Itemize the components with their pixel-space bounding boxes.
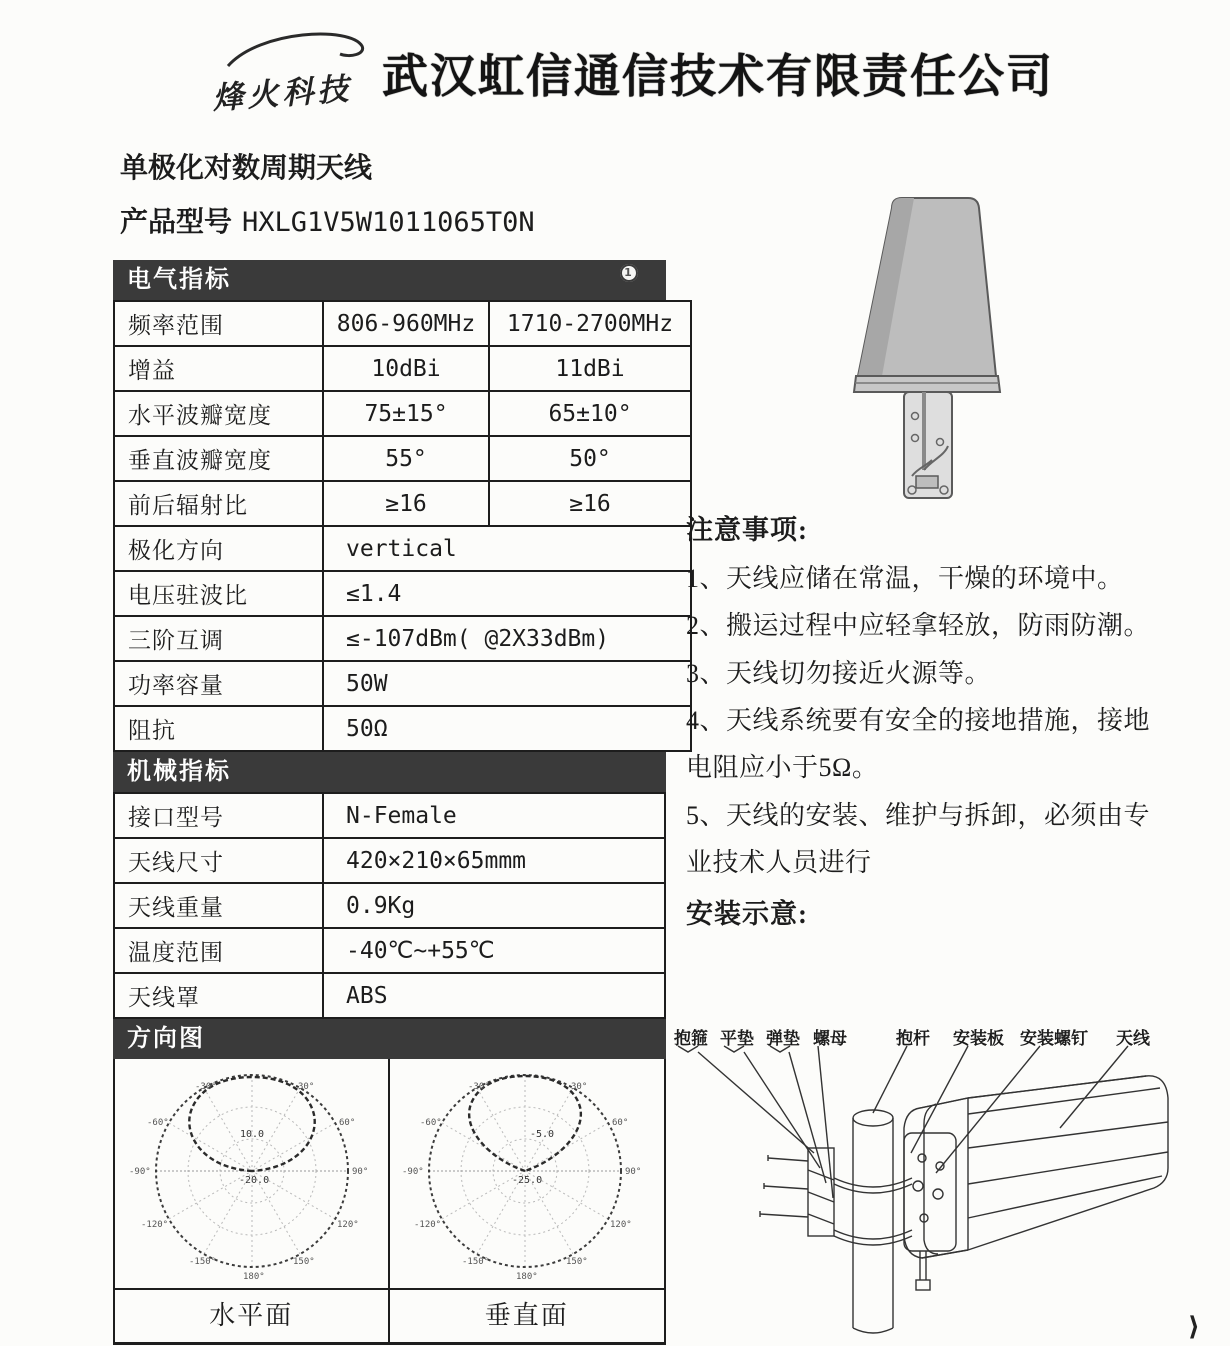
mechanical-spec-table [113, 792, 666, 1019]
spec-value-band1: 806-960MHz [323, 301, 489, 346]
spec-value-band1: 10dBi [323, 346, 489, 391]
notes-section [686, 508, 1226, 931]
company-logo [200, 28, 385, 123]
spec-value: ≤-107dBm( @2X33dBm) [323, 616, 691, 661]
angle-tick: -120° [141, 1220, 169, 1230]
radial-tick: 10.0 [240, 1129, 265, 1140]
table-row [114, 883, 665, 928]
part-label-spring-washer: 弹垫 [766, 1029, 800, 1048]
angle-tick: 60° [339, 1118, 356, 1128]
angle-tick: -60° [419, 1118, 442, 1128]
installation-line-art [668, 1018, 1230, 1344]
note-item: 3、天线切勿接近火源等。 [686, 658, 992, 688]
install-title: 安装示意: [686, 899, 808, 930]
vertical-plane-caption: 垂直面 [484, 1301, 569, 1330]
spec-label: 天线尺寸 [114, 838, 323, 883]
angle-tick: 60° [611, 1118, 628, 1128]
angle-tick: 90° [624, 1167, 641, 1177]
pattern-captions [113, 1288, 666, 1345]
table-row [114, 661, 691, 706]
angle-tick: -90° [129, 1167, 151, 1177]
spec-value: -40℃~+55℃ [323, 928, 665, 973]
part-label-nut: 螺母 [813, 1029, 847, 1048]
spec-value: ≤1.4 [323, 571, 691, 616]
note-item: 5、天线的安装、维护与拆卸，必须由专业技术人员进行 [686, 800, 1151, 877]
spec-label: 极化方向 [114, 526, 323, 571]
pattern-section-title: 方向图 [127, 1026, 205, 1052]
angle-tick: 180° [515, 1272, 538, 1282]
spec-label: 天线罩 [114, 973, 323, 1018]
table-row [114, 973, 665, 1018]
angle-tick: 180° [243, 1272, 265, 1282]
notes-title: 注意事项: [686, 515, 808, 545]
table-row [114, 526, 691, 571]
spec-value-band2: ≥16 [489, 481, 691, 526]
spec-label: 温度范围 [114, 928, 323, 973]
spec-value: vertical [323, 526, 691, 571]
spec-value: 50Ω [323, 706, 691, 751]
vertical-pattern-plot [390, 1059, 665, 1288]
angle-tick: -120° [413, 1220, 441, 1230]
part-label-mount-plate: 安装板 [953, 1029, 1004, 1048]
part-label-pole: 抱杆 [896, 1029, 930, 1048]
table-row [114, 346, 691, 391]
table-row [114, 481, 691, 526]
installation-diagram [668, 1018, 1230, 1344]
table-row [114, 616, 691, 661]
spec-label: 垂直波瓣宽度 [114, 436, 323, 481]
horizontal-polar-chart [115, 1059, 389, 1283]
table-row [114, 436, 691, 481]
note-item: 1、天线应储在常温，干燥的环境中。 [686, 564, 1124, 593]
angle-tick: 150° [565, 1257, 588, 1267]
spec-tables [113, 260, 674, 1345]
spec-value: N-Female [323, 793, 665, 838]
table-row [114, 793, 665, 838]
spec-value-band1: ≥16 [323, 481, 489, 526]
spec-value-band2: 11dBi [489, 346, 691, 391]
angle-tick: -30° [467, 1082, 490, 1092]
spec-value-band2: 50° [489, 436, 691, 481]
note-item: 4、天线系统要有安全的接地措施，接地电阻应小于5Ω。 [686, 705, 1151, 783]
note-item: 2、搬运过程中应轻拿轻放，防雨防潮。 [686, 611, 1151, 641]
part-label-antenna: 天线 [1116, 1029, 1150, 1048]
mechanical-section-title: 机械指标 [127, 759, 231, 785]
radial-tick: -5.0 [529, 1129, 554, 1140]
horizontal-pattern-plot [115, 1059, 390, 1288]
antenna-product-image [820, 180, 1105, 515]
product-model-line [120, 200, 535, 240]
spec-label: 水平波瓣宽度 [114, 391, 323, 436]
radial-tick: -20.0 [239, 1175, 270, 1186]
vertical-polar-chart [390, 1059, 661, 1283]
spec-label: 接口型号 [114, 793, 323, 838]
product-title: 单极化对数周期天线 [120, 153, 373, 184]
spec-label: 前后辐射比 [114, 481, 323, 526]
model-label: 产品型号 [120, 207, 233, 238]
angle-tick: 150° [293, 1257, 315, 1267]
part-label-mount-screw: 安装螺钉 [1020, 1029, 1088, 1048]
pattern-section-header [113, 1019, 666, 1059]
spec-value: 50W [323, 661, 691, 706]
angle-tick: -90° [401, 1167, 424, 1177]
spec-label: 电压驻波比 [114, 571, 323, 616]
mechanical-section-header [113, 752, 666, 792]
radial-tick: -25.0 [511, 1175, 542, 1186]
angle-tick: -150° [189, 1257, 217, 1267]
table-row [114, 928, 665, 973]
table-row [114, 838, 665, 883]
antenna-drawing [820, 180, 1105, 510]
company-name: 武汉虹信通信技术有限责任公司 [382, 50, 1054, 102]
spec-value-band1: 55° [323, 436, 489, 481]
spec-value-band2: 65±10° [489, 391, 691, 436]
table-row [114, 391, 691, 436]
electrical-section-title: 电气指标 [127, 267, 231, 293]
spec-label: 三阶互调 [114, 616, 323, 661]
spec-value: ABS [323, 973, 665, 1018]
angle-tick: -60° [147, 1118, 169, 1128]
spec-value-band1: 75±15° [323, 391, 489, 436]
angle-tick: 120° [337, 1220, 359, 1230]
spec-value: 0.9Kg [323, 883, 665, 928]
spec-label: 增益 [114, 346, 323, 391]
table-row [114, 571, 691, 616]
spec-label: 功率容量 [114, 661, 323, 706]
electrical-section-header [113, 260, 666, 300]
angle-tick: 30° [570, 1082, 587, 1092]
spec-label: 天线重量 [114, 883, 323, 928]
corner-annotation-mark: 1 [620, 264, 638, 282]
logo-text: 烽火科技 [211, 71, 354, 116]
part-label-flat-washer: 平垫 [720, 1029, 754, 1048]
angle-tick: 90° [352, 1167, 369, 1177]
spec-value: 420×210×65mmm [323, 838, 665, 883]
radiation-pattern-plots [113, 1059, 666, 1290]
angle-tick: 30° [298, 1082, 315, 1092]
spec-value-band2: 1710-2700MHz [489, 301, 691, 346]
spec-label: 阻抗 [114, 706, 323, 751]
horizontal-plane-caption: 水平面 [115, 1290, 390, 1342]
spec-label: 频率范围 [114, 301, 323, 346]
table-row [114, 301, 691, 346]
model-value: HXLG1V5W1011065T0N [242, 207, 535, 238]
table-row [114, 706, 691, 751]
angle-tick: 120° [609, 1220, 632, 1230]
angle-tick: -150° [461, 1257, 489, 1267]
part-label-clamp: 抱箍 [674, 1029, 708, 1048]
scan-artifact-mark: ⟩ [1188, 1312, 1200, 1341]
electrical-spec-table [113, 300, 692, 752]
angle-tick: -30° [195, 1082, 217, 1092]
